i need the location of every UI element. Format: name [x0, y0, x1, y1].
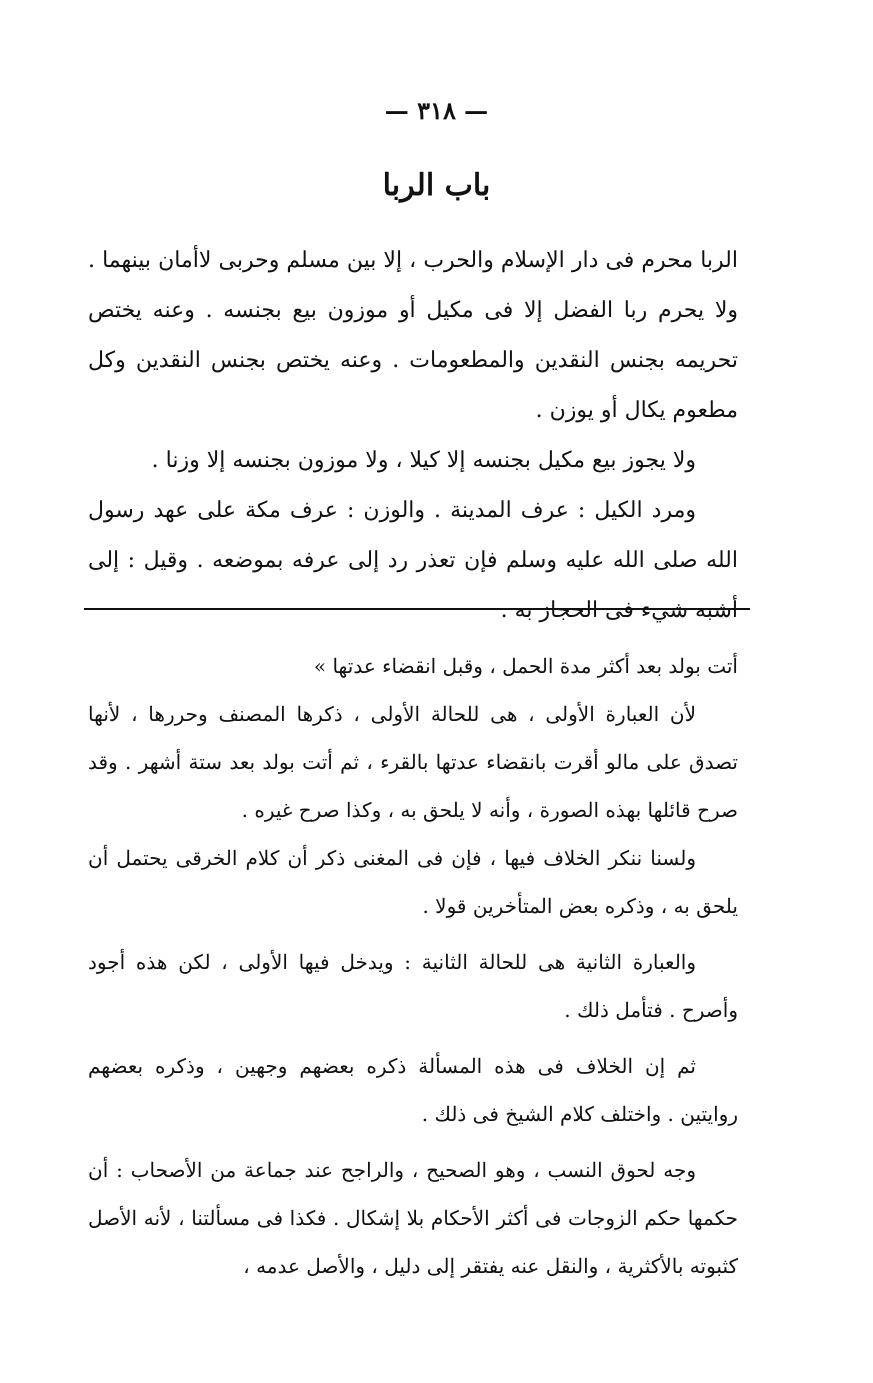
- page-number: — ٣١٨ —: [384, 96, 489, 125]
- chapter-title: باب الربا: [382, 168, 491, 203]
- footnote-body: [88, 642, 738, 1290]
- footnote-paragraph: لأن العبارة الأولى ، هى للحالة الأولى ، ذكرها المصنف وحررها ، لأنها تصدق على مالو أقرت بانقضاء عدتها بالقرء ، ثم أتت بولد بعد ستة أشهر . وقد صرح قائلها بهذه الصورة ، وأنه لا يلحق به ، وكذا صرح غيره .: [88, 702, 738, 822]
- footnote-paragraph: ثم إن الخلاف فى هذه المسألة ذكره بعضهم وجهين ، وذكره بعضهم روايتين . واختلف كلام الشيخ فى ذلك .: [88, 1054, 738, 1126]
- footnote-paragraph: أتت بولد بعد أكثر مدة الحمل ، وقبل انقضاء عدتها »: [313, 654, 738, 678]
- main-paragraph: ولا يجوز بيع مكيل بجنسه إلا كيلا ، ولا موزون بجنسه إلا وزنا .: [151, 448, 696, 473]
- footnote-paragraph: والعبارة الثانية هى للحالة الثانية : ويدخل فيها الأولى ، لكن هذه أجود وأصرح . فتأمل ذلك .: [88, 950, 738, 1022]
- footnote-paragraph: ولسنا ننكر الخلاف فيها ، فإن فى المغنى ذكر أن كلام الخرقى يحتمل أن يلحق به ، وذكره بعض المتأخرين قولا .: [88, 846, 738, 918]
- footnote-paragraph: وجه لحوق النسب ، وهو الصحيح ، والراجح عند جماعة من الأصحاب : أن حكمها حكم الزوجات فى أكثر الأحكام بلا إشكال . فكذا فى مسألتنا ، لأنه الأصل كثبوته بالأكثرية ، والنقل عنه يفتقر إلى دليل ، والأصل عدمه ،: [88, 1158, 738, 1278]
- main-paragraph: ومرد الكيل : عرف المدينة . والوزن : عرف مكة على عهد رسول الله صلى الله عليه وسلم فإن تعذر رد إلى عرفه بموضعه . وقيل : إلى أشبه شيء فى الحجاز به .: [88, 498, 738, 623]
- main-paragraph: الربا محرم فى دار الإسلام والحرب ، إلا بين مسلم وحربى لاأمان بينهما . ولا يحرم ربا الفضل إلا فى مكيل أو موزون بيع بجنسه . وعنه يختص تحريمه بجنس النقدين والمطعومات . وعنه يختص بجنس النقدين وكل مطعوم يكال أو يوزن .: [88, 248, 738, 423]
- footnote-divider: [84, 608, 750, 610]
- main-text-body: [88, 236, 738, 636]
